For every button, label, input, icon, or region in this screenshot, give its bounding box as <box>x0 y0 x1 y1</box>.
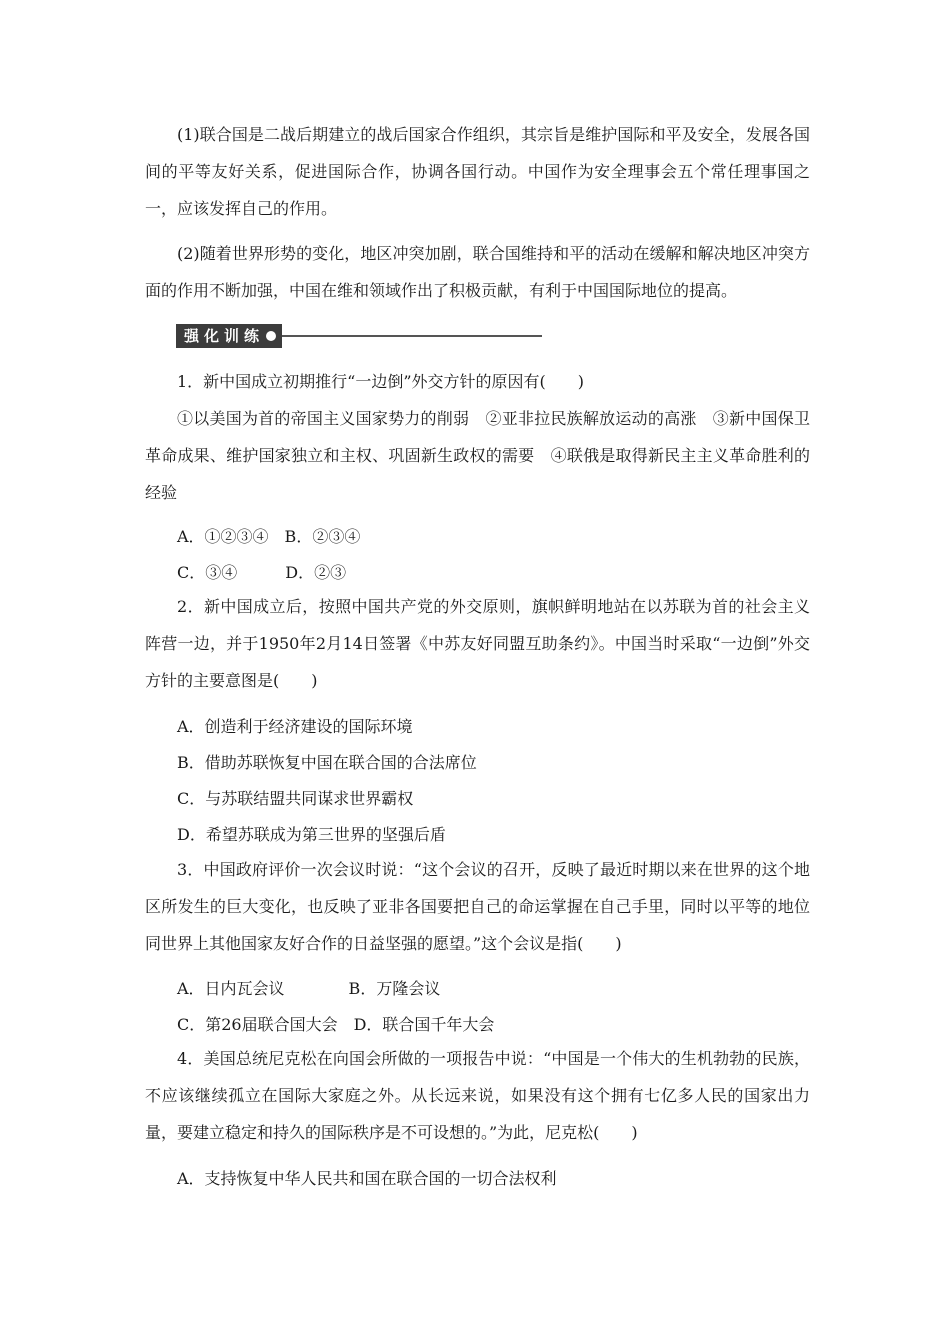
question-2-option-a: A．创造利于经济建设的国际环境 <box>177 717 413 736</box>
question-4-stem: 4．美国总统尼克松在向国会所做的一项报告中说：“中国是一个伟大的生机勃勃的民族，不应该继续孤立在国际大家庭之外。从长远来说，如果没有这个拥有七亿多人民的国家出力量，要建立稳定和持久的国际秩序是不可设想的。”为此，尼克松( ) <box>145 1049 810 1142</box>
question-3-stem: 3．中国政府评价一次会议时说：“这个会议的召开，反映了最近时期以来在世界的这个地区所发生的巨大变化，也反映了亚非各国要把自己的命运掌握在自己手里，同时以平等的地位同世界上其他国家友好合作的日益坚强的愿望。”这个会议是指( ) <box>145 860 810 953</box>
question-2-option-b: B．借助苏联恢复中国在联合国的合法席位 <box>177 753 477 772</box>
question-3-options-row-2: C．第26届联合国大会 D．联合国千年大会 <box>177 1015 495 1034</box>
question-1-options-row-1: A．①②③④ B．②③④ <box>177 527 361 546</box>
question-1-options-row-2: C．③④ D．②③ <box>177 563 347 582</box>
question-4-option-a: A．支持恢复中华人民共和国在联合国的一切合法权利 <box>177 1169 557 1188</box>
section-label-box <box>176 324 282 348</box>
question-2-option-c: C．与苏联结盟共同谋求世界霸权 <box>177 789 414 808</box>
question-1-items: ①以美国为首的帝国主义国家势力的削弱 ②亚非拉民族解放运动的高涨 ③新中国保卫革命成果、维护国家独立和主权、巩固新生政权的需要 ④联俄是取得新民主主义革命胜利的经验 <box>145 409 810 502</box>
section-title: 强化训练 <box>184 327 265 345</box>
analysis-paragraph-1: (1)联合国是二战后期建立的战后国家合作组织，其宗旨是维护国际和平及安全，发展各国间的平等友好关系，促进国际合作，协调各国行动。中国作为安全理事会五个常任理事国之一，应该发挥自己的作用。 <box>145 125 810 218</box>
question-2-option-d: D．希望苏联成为第三世界的坚强后盾 <box>177 825 446 844</box>
question-1-stem: 1．新中国成立初期推行“一边倒”外交方针的原因有( ) <box>177 372 585 391</box>
question-3-options-row-1: A．日内瓦会议 B．万隆会议 <box>177 979 441 998</box>
analysis-paragraph-2: (2)随着世界形势的变化，地区冲突加剧，联合国维持和平的活动在缓解和解决地区冲突方面的作用不断加强，中国在维和领域作出了积极贡献，有利于中国国际地位的提高。 <box>145 244 810 300</box>
question-2-stem: 2．新中国成立后，按照中国共产党的外交原则，旗帜鲜明地站在以苏联为首的社会主义阵营一边，并于1950年2月14日签署《中苏友好同盟互助条约》。中国当时采取“一边倒”外交方针的主要意图是( ) <box>145 597 810 690</box>
section-rule <box>282 335 542 337</box>
bullet-dot-icon <box>266 331 276 341</box>
section-header <box>176 324 542 348</box>
